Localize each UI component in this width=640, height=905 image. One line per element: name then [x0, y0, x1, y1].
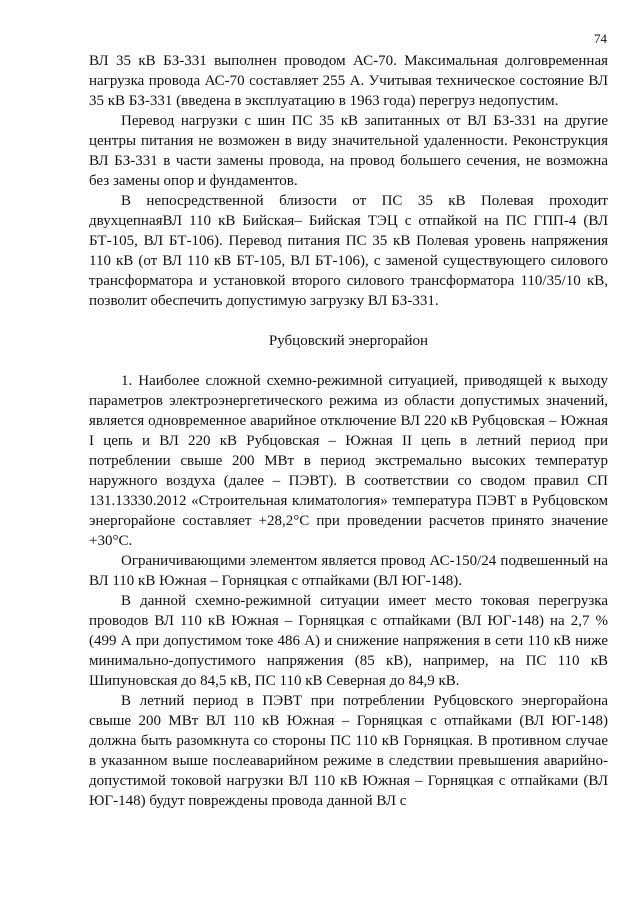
- numbered-paragraph: 1. Наиболее сложной схемно-режимной ситуацией, приводящей к выходу параметров электроэнергетического режима из области допустимых значений, является одновременное аварийное отключение ВЛ 220 кВ Рубцовская – Южная I цепь и ВЛ 220 кВ Рубцовская – Южная II цепь в летний период при потреблении свыше 200 МВт в период экстремально высоких температур наружного воздуха (далее – ПЭВТ). В соответствии со сводом правил СП 131.13330.2012 «Строительная климатология» температура ПЭВТ в Рубцовском энергорайоне составляет +28,2°С при проведении расчетов принято значение +30°С.: [89, 373, 608, 549]
- page-number: 74: [594, 31, 607, 46]
- section-heading: Рубцовский энергорайон: [268, 333, 429, 349]
- paragraph: В данной схемно-режимной ситуации имеет место токовая перегрузка проводов ВЛ 110 кВ Южная – Горняцкая с отпайками (ВЛ ЮГ-148) на 2,7 % (499 А при допустимом токе 486 А) и снижение напряжения в сети 110 кВ ниже минимально-допустимого напряжения (85 кВ), например, на ПС 110 кВ Шипуновская до 84,5 кВ, ПС 110 кВ Северная до 84,9 кВ.: [89, 593, 608, 689]
- paragraph: В летний период в ПЭВТ при потреблении Рубцовского энергорайона свыше 200 МВт ВЛ 110 кВ Южная – Горняцкая с отпайками (ВЛ ЮГ-148) должна быть разомкнута со стороны ПС 110 кВ Горняцкая. В противном случае в указанном выше послеаварийном режиме в следствии превышения аварийно-допустимой токовой нагрузки ВЛ 110 кВ Южная – Горняцкая с отпайками (ВЛ ЮГ-148) будут повреждены провода данной ВЛ с: [89, 693, 608, 809]
- page-content: [89, 51, 608, 811]
- paragraph: Ограничивающими элементом является провод АС-150/24 подвешенный на ВЛ 110 кВ Южная – Горняцкая с отпайками (ВЛ ЮГ-148).: [89, 553, 608, 589]
- paragraph: ВЛ 35 кВ БЗ-331 выполнен проводом АС-70. Максимальная долговременная нагрузка провода АС-70 составляет 255 А. Учитывая техническое состояние ВЛ 35 кВ БЗ-331 (введена в эксплуатацию в 1963 года) перегруз недопустим.: [89, 53, 608, 109]
- paragraph: Перевод нагрузки с шин ПС 35 кВ запитанных от ВЛ БЗ-331 на другие центры питания не возможен в виду значительной удаленности. Реконструкция ВЛ БЗ-331 в части замены провода, на провод большего сечения, не возможна без замены опор и фундаментов.: [89, 113, 608, 189]
- paragraph: В непосредственной близости от ПС 35 кВ Полевая проходит двухцепнаяВЛ 110 кВ Бийская– Бийская ТЭЦ с отпайкой на ПС ГПП-4 (ВЛ БТ-105, ВЛ БТ-106). Перевод питания ПС 35 кВ Полевая уровень напряжения 110 кВ (от ВЛ 110 кВ БТ-105, ВЛ БТ-106), с заменой существующего силового трансформатора и установкой второго силового трансформатора 110/35/10 кВ, позволит обеспечить допустимую загрузку ВЛ БЗ-331.: [89, 193, 608, 309]
